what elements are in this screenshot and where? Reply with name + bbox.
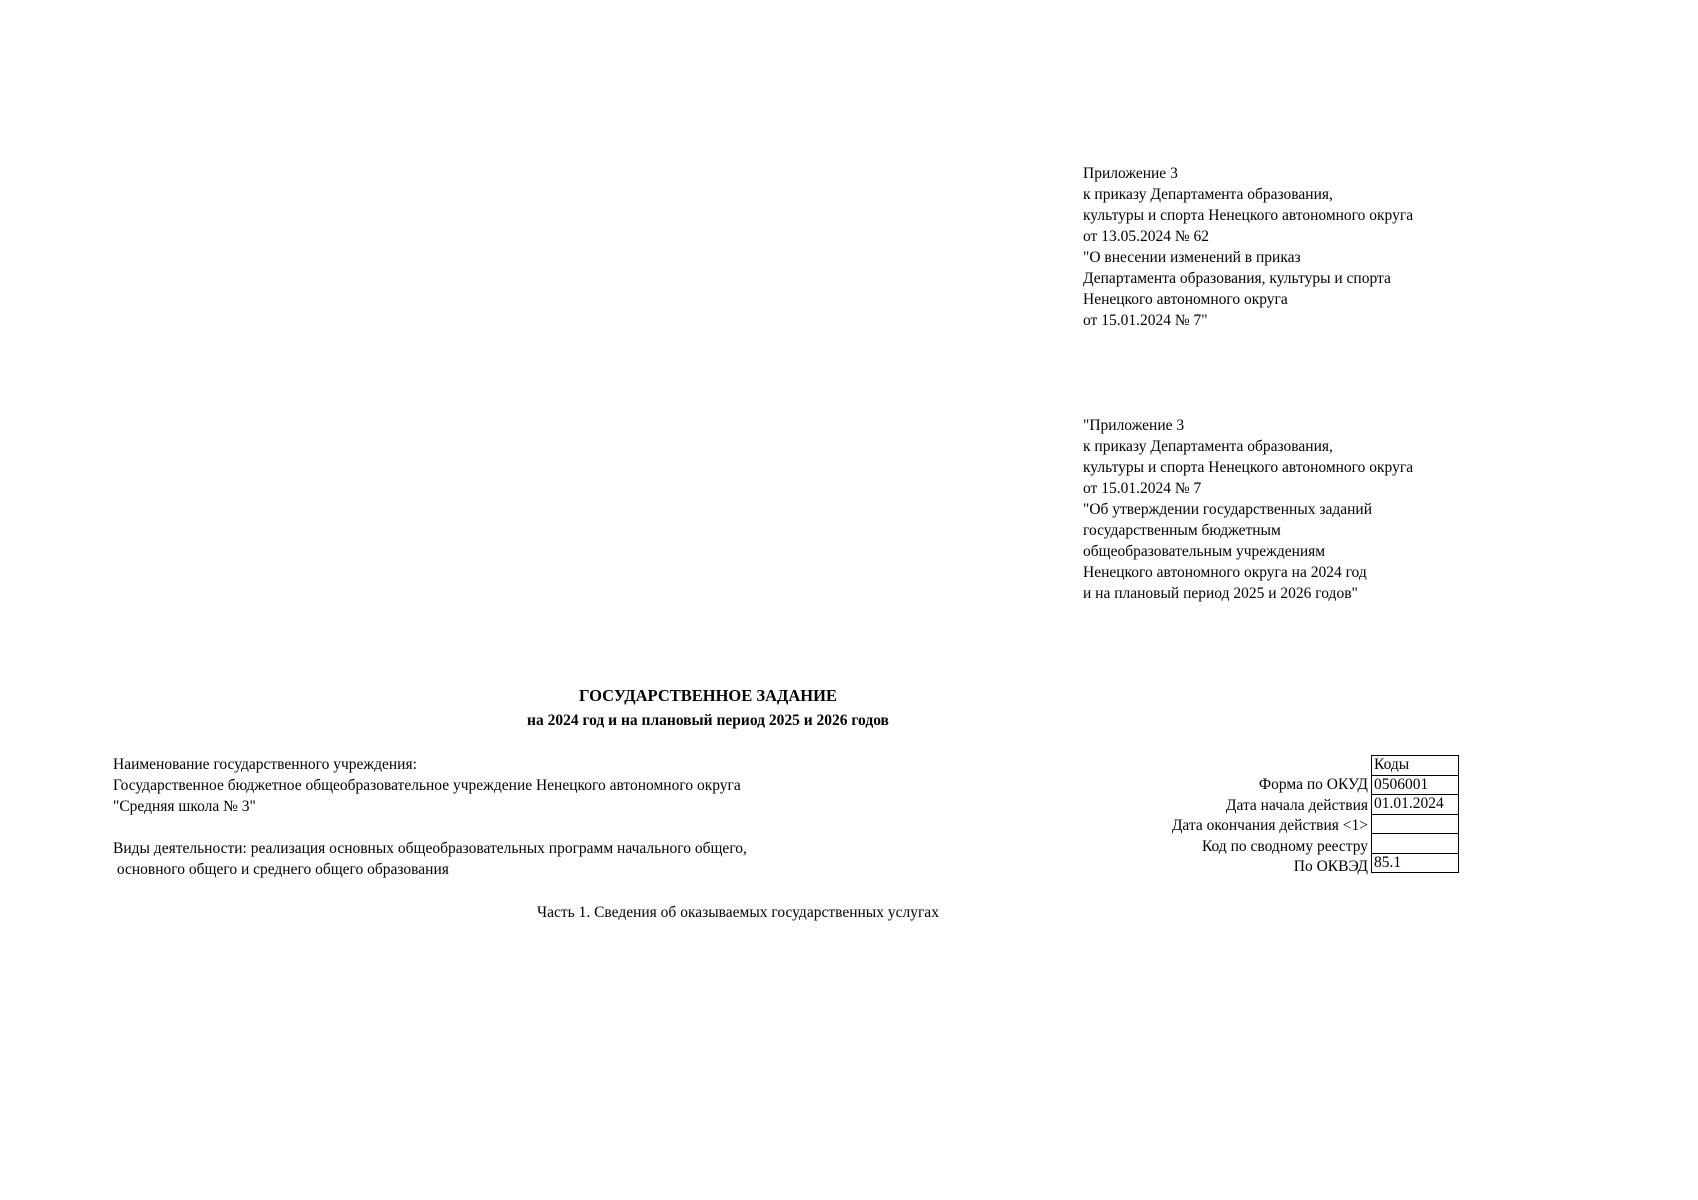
institution-name-line: Государственное бюджетное общеобразовательное учреждение Ненецкого автономного округа xyxy=(113,777,741,794)
codes-row xyxy=(1372,795,1459,815)
codes-header-cell: Коды xyxy=(1372,756,1459,776)
codes-labels xyxy=(1172,775,1368,878)
appendix-original-line: "Об утверждении государственных заданий xyxy=(1083,501,1373,518)
activity-line: основного общего и среднего общего образования xyxy=(113,861,449,878)
appendix-current-line: "О внесении изменений в приказ xyxy=(1083,249,1301,266)
appendix-original-line: Ненецкого автономного округа на 2024 год xyxy=(1083,564,1367,581)
codes-header-row xyxy=(1372,756,1459,776)
activity-block xyxy=(113,838,747,880)
codes-label-start-date: Дата начала действия xyxy=(1225,796,1368,814)
appendix-original-line: и на плановый период 2025 и 2026 годов" xyxy=(1083,585,1358,602)
part-heading: Часть 1. Сведения об оказываемых государственных услугах xyxy=(537,904,939,921)
codes-value-registry xyxy=(1372,834,1459,854)
appendix-current-line: Ненецкого автономного округа xyxy=(1083,291,1288,308)
appendix-original-line: "Приложение 3 xyxy=(1083,417,1185,434)
appendix-current-line: Департамента образования, культуры и спорта xyxy=(1083,270,1391,287)
codes-row xyxy=(1372,853,1459,873)
institution-block xyxy=(113,754,741,817)
codes-label-registry: Код по сводному реестру xyxy=(1201,837,1368,855)
institution-label: Наименование государственного учреждения: xyxy=(113,756,417,773)
appendix-current-line: Приложение 3 xyxy=(1083,165,1178,182)
codes-value-okved: 85.1 xyxy=(1372,853,1459,873)
codes-value-okud: 0506001 xyxy=(1372,775,1459,795)
document-title: ГОСУДАРСТВЕННОЕ ЗАДАНИЕ xyxy=(579,686,837,705)
codes-value-start-date: 01.01.2024 xyxy=(1372,795,1459,815)
codes-row xyxy=(1372,775,1459,795)
codes-label-end-date: Дата окончания действия <1> xyxy=(1171,817,1368,834)
codes-row xyxy=(1372,814,1459,834)
appendix-original-block xyxy=(1083,415,1413,604)
codes-table xyxy=(1371,755,1459,873)
codes-value-end-date xyxy=(1372,814,1459,834)
appendix-current-line: к приказу Департамента образования, xyxy=(1083,186,1333,203)
document-subtitle: на 2024 год и на плановый период 2025 и 2026 годов xyxy=(527,712,889,729)
appendix-current-block xyxy=(1083,163,1413,331)
activity-line: Виды деятельности: реализация основных общеобразовательных программ начального общего, xyxy=(113,840,747,857)
institution-name-line: "Средняя школа № 3" xyxy=(113,798,256,815)
appendix-original-line: культуры и спорта Ненецкого автономного округа xyxy=(1083,459,1414,476)
appendix-original-line: общеобразовательным учреждениям xyxy=(1083,543,1326,560)
appendix-original-line: государственным бюджетным xyxy=(1083,522,1281,539)
appendix-current-line: от 15.01.2024 № 7" xyxy=(1083,312,1208,329)
appendix-original-line: от 15.01.2024 № 7 xyxy=(1083,480,1202,497)
codes-label-okud: Форма по ОКУД xyxy=(1258,776,1368,793)
appendix-original-line: к приказу Департамента образования, xyxy=(1083,438,1333,455)
appendix-current-line: культуры и спорта Ненецкого автономного округа xyxy=(1083,207,1414,224)
codes-label-okved: По ОКВЭД xyxy=(1293,858,1368,875)
appendix-current-line: от 13.05.2024 № 62 xyxy=(1083,228,1209,245)
codes-row xyxy=(1372,834,1459,854)
